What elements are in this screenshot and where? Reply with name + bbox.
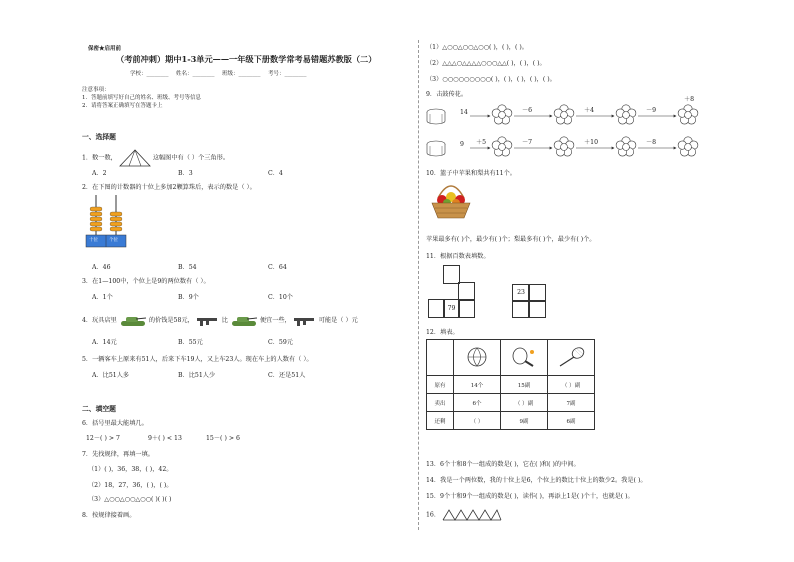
flower-icon[interactable] (616, 105, 636, 124)
option[interactable]: C．4 (268, 170, 283, 177)
pattern-line[interactable]: （1）△○○△○○△○○( )，( )，( )。 (426, 44, 528, 51)
corner-cell (427, 340, 454, 376)
table-row (427, 412, 595, 430)
question-stem: 11．根据百数表填数。 (426, 253, 490, 260)
grid-cell[interactable] (458, 299, 475, 318)
pattern-line[interactable]: （3）△○○△○○△○○( )( )( ) (88, 496, 172, 503)
chain-op: －8 (646, 139, 657, 146)
info-exam[interactable]: 考号：________ (268, 71, 307, 77)
table-cell[interactable]: （ ） (454, 412, 501, 430)
stock-table (426, 339, 595, 430)
info-class[interactable]: 班级：________ (222, 71, 261, 77)
chain-op: ＋4 (584, 107, 595, 114)
option[interactable]: A．比51人多 (92, 372, 130, 379)
flower-icon[interactable] (492, 137, 512, 156)
option[interactable]: C．59元 (268, 339, 293, 346)
question-stem: 9．击鼓传花。 (426, 91, 468, 98)
option[interactable]: C．64 (268, 264, 287, 271)
notes-heading: 注意事项： (82, 87, 110, 93)
hundred-grid-a (428, 265, 488, 317)
toy-tank-icon (119, 314, 147, 327)
flower-icon[interactable] (678, 105, 698, 124)
table-row (427, 376, 595, 394)
chain-op: －7 (522, 139, 533, 146)
question-stem[interactable]: 14．我是一个两位数，我的十位上是6，个位上的数比十位上的数少2。我是( )。 (426, 477, 647, 484)
chain-op: ＋10 (584, 139, 599, 146)
option[interactable]: B．54 (178, 264, 197, 271)
triangle-figure-icon (119, 149, 151, 167)
fruit-basket-icon (428, 178, 474, 224)
note-item: 2．请将答案正确填写在答题卡上 (82, 103, 163, 109)
table-cell[interactable]: 14个 (454, 376, 501, 394)
chain-op: －9 (646, 107, 657, 114)
note-item: 1．答题前填写好自己的姓名、班级、考号等信息 (82, 95, 202, 101)
question-stem: 6．括号里最大能填几。 (82, 420, 148, 427)
flower-icon[interactable] (554, 105, 574, 124)
info-name[interactable]: 姓名：________ (176, 71, 215, 77)
option[interactable]: B．比51人少 (178, 372, 216, 379)
toy-tank-icon (230, 314, 258, 327)
question-stem[interactable]: 13．6个十和8个一组成的数是( )，它在( )和( )的中间。 (426, 461, 580, 468)
option[interactable]: B．55元 (178, 339, 203, 346)
flower-icon[interactable] (554, 137, 574, 156)
section-heading: 二、填空题 (82, 405, 116, 413)
inequality-item[interactable]: 9＋( ) < 13 (148, 435, 182, 442)
chain-op: ＋8 (684, 96, 695, 103)
hundred-grid-b (512, 284, 546, 318)
item-image-cell (548, 340, 595, 376)
question-stem: 3．在1—100中，个位上是9的两位数有（ ）。 (82, 278, 210, 285)
item-image-cell (501, 340, 548, 376)
section-heading: 一、选择题 (82, 133, 116, 141)
chain-start: 9 (460, 141, 464, 148)
question-stem: 16． (426, 509, 502, 521)
option[interactable]: A．46 (92, 264, 111, 271)
question-stem: 7．先找规律，再填一填。 (82, 451, 154, 458)
drum-icon (427, 141, 445, 156)
option[interactable]: A．14元 (92, 339, 117, 346)
row-label: 卖出 (427, 394, 454, 412)
table-cell[interactable]: （ ）副 (548, 376, 595, 394)
question-stem: 5．一辆客车上原来有51人，后来下车19人，又上车23人。现在车上的人数有（ ）。 (82, 356, 313, 363)
table-cell[interactable]: 15副 (501, 376, 548, 394)
chain-op: －6 (522, 107, 533, 114)
question-stem[interactable]: 15．9个十和9个一组成的数是( )，读作( )，再添上1是( )个十，也就是( )。 (426, 493, 634, 500)
option[interactable]: B．9个 (178, 294, 199, 301)
flower-icon[interactable] (616, 137, 636, 156)
pattern-line[interactable]: （1）( )，36，38，( )，42。 (88, 466, 173, 473)
row-label: 原有 (427, 376, 454, 394)
flower-chain-rows (426, 96, 716, 166)
item-image-cell (454, 340, 501, 376)
answer-line[interactable]: 苹果最多有( )个，最少有( )个；梨最多有( )个，最少有( )个。 (426, 236, 596, 243)
chain-op: ＋5 (476, 139, 487, 146)
option[interactable]: C．还是51人 (268, 372, 306, 379)
option[interactable]: B．3 (178, 170, 193, 177)
info-school[interactable]: 学校：________ (130, 71, 169, 77)
table-cell[interactable]: （ ）副 (501, 394, 548, 412)
pattern-line[interactable]: （3）○○○○○○○○○( )，( )，( )，( )，( )。 (426, 76, 556, 83)
question-stem: 1．数一数， 这幅图中有（ ）个三角形。 (82, 149, 229, 167)
table-row (427, 394, 595, 412)
student-info-line (130, 69, 307, 77)
grid-cell-given: 23 (512, 284, 530, 302)
question-stem: 10．篮子中苹果和梨共有11个。 (426, 170, 516, 177)
table-cell[interactable]: 6个 (454, 394, 501, 412)
question-stem: 12．填表。 (426, 329, 459, 336)
pattern-line[interactable]: （2）18，27，36，( )，( )。 (88, 482, 173, 489)
row-label: 还剩 (427, 412, 454, 430)
option[interactable]: A．1个 (92, 294, 113, 301)
option[interactable]: C．10个 (268, 294, 293, 301)
abacus-label: 十位 (89, 238, 98, 243)
question-stem: 2．在下图的计数器的十位上多加2颗算珠后，表示的数是（ ）。 (82, 184, 256, 191)
toy-gun-icon (196, 316, 220, 326)
pattern-line[interactable]: （2）△△△○△△△△○○○△△( )，( )，( )。 (426, 60, 546, 67)
toy-gun-icon (293, 316, 317, 326)
option[interactable]: A．2 (92, 170, 107, 177)
triangle-pattern-icon (442, 509, 502, 521)
table-cell[interactable]: 7副 (548, 394, 595, 412)
flower-icon[interactable] (678, 137, 698, 156)
confidential-mark: 保密★启用前 (88, 46, 122, 52)
table-cell[interactable]: 6副 (548, 412, 595, 430)
table-cell[interactable]: 9副 (501, 412, 548, 430)
flower-icon[interactable] (492, 105, 512, 124)
abacus-figure (84, 193, 130, 249)
flower-chain-graphics (426, 100, 716, 166)
ball-icon (466, 346, 488, 368)
column-divider (418, 40, 419, 530)
inequality-item[interactable]: 12－( ) > 7 (86, 435, 120, 442)
inequality-item[interactable]: 15－( ) > 6 (206, 435, 240, 442)
page-title: （考前冲刺）期中1-3单元——一年级下册数学常考易错题苏教版（二） (116, 54, 377, 64)
grid-cell-given: 79 (443, 299, 460, 318)
chain-start: 14 (460, 109, 468, 116)
abacus-label: 个位 (109, 238, 118, 243)
question-stem: 8．按规律接着画。 (82, 512, 136, 519)
ping-pong-paddle-icon (511, 346, 537, 368)
grid-cell[interactable] (528, 300, 546, 318)
question-stem: 4．玩具店里 的价钱是58元， 比 便宜一些， 可能是（ ）元 (82, 314, 358, 327)
table-header-row (427, 340, 595, 376)
drum-icon (427, 109, 445, 124)
badminton-racket-icon (556, 346, 586, 368)
